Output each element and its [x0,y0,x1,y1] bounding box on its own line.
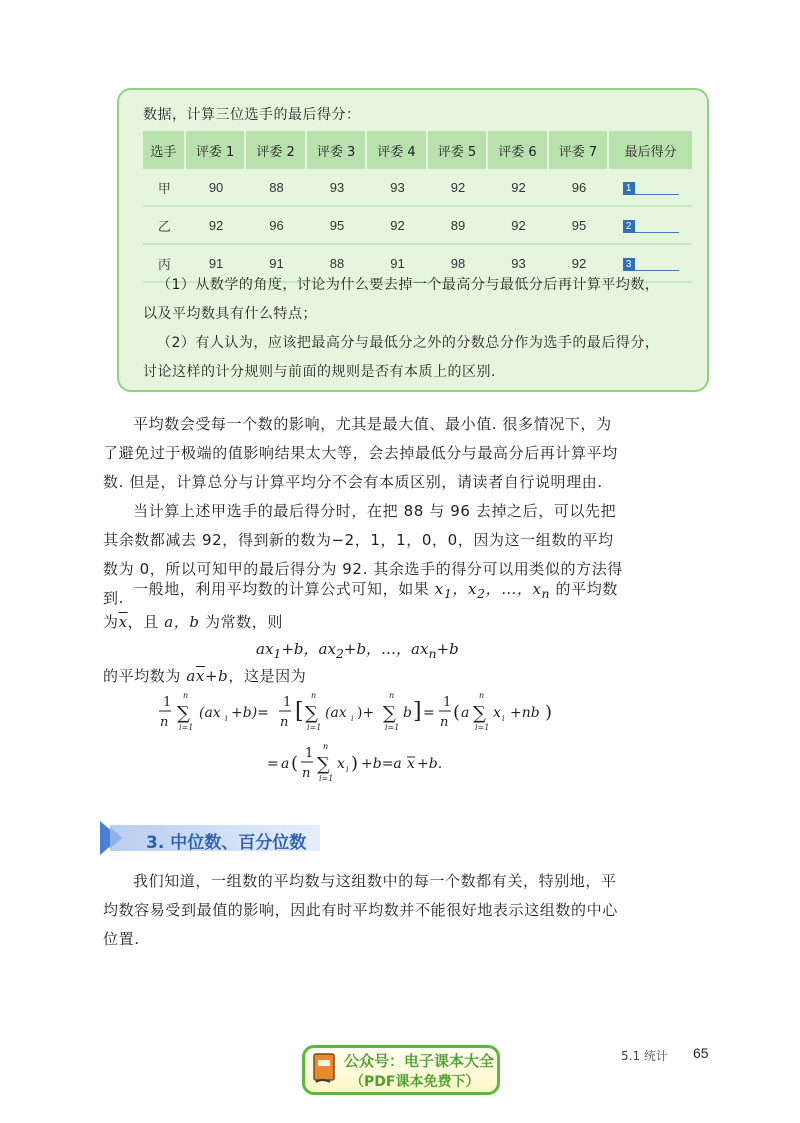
answer-blank[interactable] [623,255,679,271]
svg-text:∑: ∑ [305,703,318,724]
question-1-line-1: （1）从数学的角度，讨论为什么要去掉一个最高分与最低分后再计算平均数， [157,277,660,293]
svg-text:1: 1 [163,695,172,710]
final-score-cell[interactable] [609,169,692,207]
answer-blank[interactable] [623,217,679,233]
table-header-row [143,131,692,169]
table-row [143,207,692,245]
score-cell: 92 [488,207,548,245]
svg-text:i: i [351,714,354,723]
question-2-line-2: 讨论这样的计分规则与前面的规则是否有本质上的区别. [143,364,496,380]
paragraph-general-e: 为常数，则 [199,613,283,631]
svg-text:n: n [479,691,485,700]
formula-a-b: a，b [164,613,200,631]
score-cell: 88 [307,245,367,283]
svg-text:a: a [281,756,290,772]
svg-text:∑: ∑ [317,754,330,775]
svg-text:(: ( [291,753,299,774]
score-cell: 89 [428,207,488,245]
paragraph-general-c: 为 [103,613,119,631]
svg-text:n: n [311,691,317,700]
paragraph-mean-of-b: ，这是因为 [228,667,307,685]
contestant-name: 丙 [143,245,186,283]
score-cell: 96 [246,207,306,245]
svg-text:1: 1 [283,695,292,710]
svg-text:i=1: i=1 [475,723,490,732]
question-2-line-1: （2）有人认为，应该把最高分与最低分之外的分数总分作为选手的最后得分， [157,335,660,351]
score-cell: 98 [428,245,488,283]
paragraph-general-d: ，且 [127,613,165,631]
banner-line-2: （PDF课本免费下） [350,1074,480,1090]
formula-derivation [155,688,575,788]
page-number: 65 [693,1045,709,1061]
svg-text:x: x [407,756,415,772]
svg-text:+b)=: +b)= [231,705,269,721]
score-cell: 93 [367,169,427,207]
score-cell: 90 [186,169,246,207]
header-cell: 评委 2 [246,131,306,169]
svg-text:]: ] [413,699,422,724]
svg-text:n: n [183,691,189,700]
svg-text:): ) [351,753,359,774]
blank-number: 2 [623,220,635,233]
score-cell: 92 [549,245,609,283]
svg-text:=: = [423,705,435,721]
header-cell: 评委 4 [367,131,427,169]
exercise-intro: 数据，计算三位选手的最后得分： [143,107,361,123]
svg-text:b: b [403,705,412,721]
svg-text:i: i [346,765,349,774]
contestant-name: 甲 [143,169,186,207]
score-cell: 92 [488,169,548,207]
score-cell: 92 [428,169,488,207]
svg-text:i=1: i=1 [319,774,334,783]
score-cell: 91 [186,245,246,283]
score-cell: 92 [186,207,246,245]
score-cell: 88 [246,169,306,207]
svg-text:a: a [461,705,470,721]
svg-text:1: 1 [443,695,452,710]
svg-text:1: 1 [305,746,314,761]
score-cell: 92 [367,207,427,245]
paragraph-mean-of-a: 的平均数为 [103,667,187,685]
svg-text:i=1: i=1 [307,723,322,732]
answer-blank[interactable] [623,179,679,195]
formula-xbar: $\overline{x}$ [118,613,128,631]
table-row [143,169,692,207]
svg-text:n: n [302,766,311,781]
score-cell: 96 [549,169,609,207]
svg-text:(: ( [453,702,461,723]
paragraph-example: 当计算上述甲选手的最后得分时，在把 88 与 96 去掉之后，可以先把其余数都减去 92，得到新的数为−2，1，1，0，0，因为这一组数的平均数为 0，所以可知甲的最后得分为 92. 其余选手的得分可以用类似的方法得到. [103,502,623,607]
paragraph-general-a: 一般地，利用平均数的计算公式可知，如果 [133,580,435,598]
header-cell: 最后得分 [609,131,692,169]
svg-text:)+: )+ [357,705,375,721]
svg-text:[: [ [295,699,304,724]
svg-text:∑: ∑ [383,703,396,724]
paragraph-mean-of [103,662,623,691]
scores-table [143,131,692,283]
footer-section-label: 5.1 统计 [621,1049,668,1063]
svg-text:n: n [323,742,329,751]
header-cell: 评委 1 [186,131,246,169]
paragraph-median-intro: 我们知道，一组数的平均数与这组数中的每一个数都有关，特别地，平均数容易受到最值的影响，因此有时平均数并不能很好地表示这组数的中心位置. [103,872,618,948]
svg-text:i=1: i=1 [179,723,194,732]
final-score-cell[interactable] [609,207,692,245]
header-cell: 评委 6 [488,131,548,169]
svg-text:i=1: i=1 [385,723,400,732]
header-cell: 评委 7 [549,131,609,169]
paragraph-mean-effect: 平均数会受每一个数的影响，尤其是最大值、最小值. 很多情况下，为了避免过于极端的值影响结果太大等，会去掉最低分与最高分后再计算平均数. 但是，计算总分与计算平均分不会有本质区别，请读者自行说明理由. [103,415,618,491]
score-cell: 95 [549,207,609,245]
svg-text:+nb: +nb [510,705,540,721]
blank-number: 1 [623,182,635,195]
score-cell: 95 [307,207,367,245]
paragraph-general-b: 的平均数 [550,580,618,598]
header-cell: 选手 [143,131,186,169]
svg-text:i: i [225,714,228,723]
paragraph-general [103,575,623,637]
contestant-name: 乙 [143,207,186,245]
svg-text:∑: ∑ [177,703,190,724]
header-cell: 评委 3 [307,131,367,169]
formula-transformed-list: $ax_1+b$，$ax_2+b$，…，$ax_n+b$ [256,640,459,661]
score-cell: 93 [488,245,548,283]
svg-text:∑: ∑ [473,703,486,724]
question-1 [143,271,691,329]
svg-text:(ax: (ax [199,705,221,721]
svg-text:i: i [502,714,505,723]
svg-text:+b.: +b. [417,756,443,772]
question-2 [143,329,691,387]
score-cell: 91 [367,245,427,283]
svg-text:=: = [267,756,279,772]
score-cell: 93 [307,169,367,207]
svg-text:): ) [545,702,553,723]
svg-text:n: n [440,715,449,730]
score-cell: 91 [246,245,306,283]
formula-x-list: $x_1$，$x_2$，…，$x_n$ [434,580,551,601]
svg-text:+b=a: +b=a [361,756,402,772]
book-icon [312,1052,338,1086]
formula-axbar-b: $a\overline{x}+b$ [186,667,229,685]
svg-text:n: n [280,715,289,730]
svg-text:(ax: (ax [325,705,347,721]
svg-text:n: n [160,715,169,730]
banner-line-1: 公众号：电子课本大全 [344,1052,495,1070]
section-title: 3. 中位数、百分位数 [146,833,307,853]
svg-text:x: x [337,756,345,772]
svg-text:x: x [493,705,501,721]
header-cell: 评委 5 [428,131,488,169]
svg-text:n: n [389,691,395,700]
blank-number: 3 [623,258,635,271]
question-1-line-2: 以及平均数具有什么特点； [143,306,317,322]
